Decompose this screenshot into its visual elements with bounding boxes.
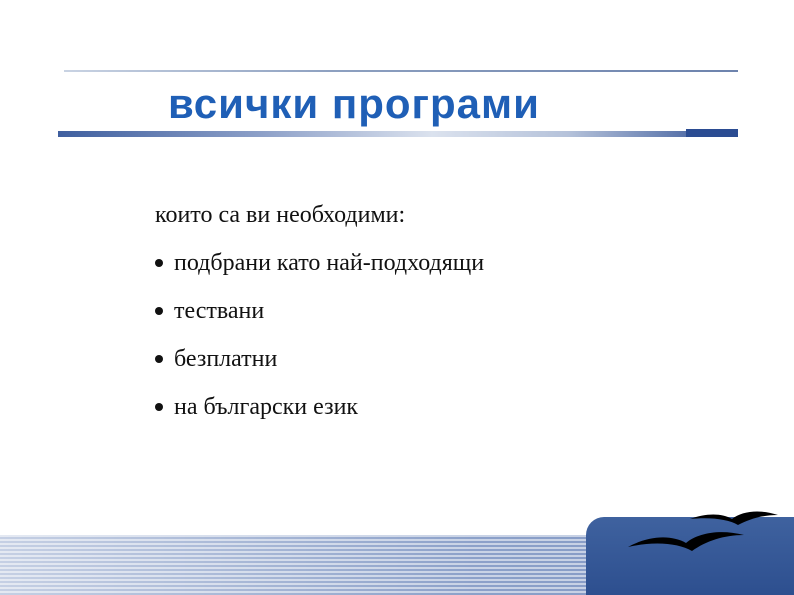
intro-text: които са ви необходими:: [155, 202, 406, 228]
bullet-icon: [155, 307, 163, 315]
slide-title: всички програми: [168, 80, 540, 127]
list-item: [155, 248, 484, 296]
bullet-icon: [155, 259, 163, 267]
header-rule-bottom: [58, 131, 738, 137]
list-item: [155, 344, 484, 392]
bullet-list: [155, 248, 484, 440]
list-item: [155, 296, 484, 344]
list-item-label: на български език: [174, 394, 359, 420]
header-rule-top: [64, 70, 738, 72]
header-rule-tab: [686, 129, 738, 137]
bullet-icon: [155, 355, 163, 363]
seagulls-icon: [620, 505, 790, 565]
list-item: [155, 392, 484, 440]
list-item-label: тествани: [174, 298, 265, 324]
list-item-label: подбрани като най-подходящи: [174, 250, 485, 276]
list-item-label: безплатни: [174, 346, 278, 372]
bullet-icon: [155, 403, 163, 411]
